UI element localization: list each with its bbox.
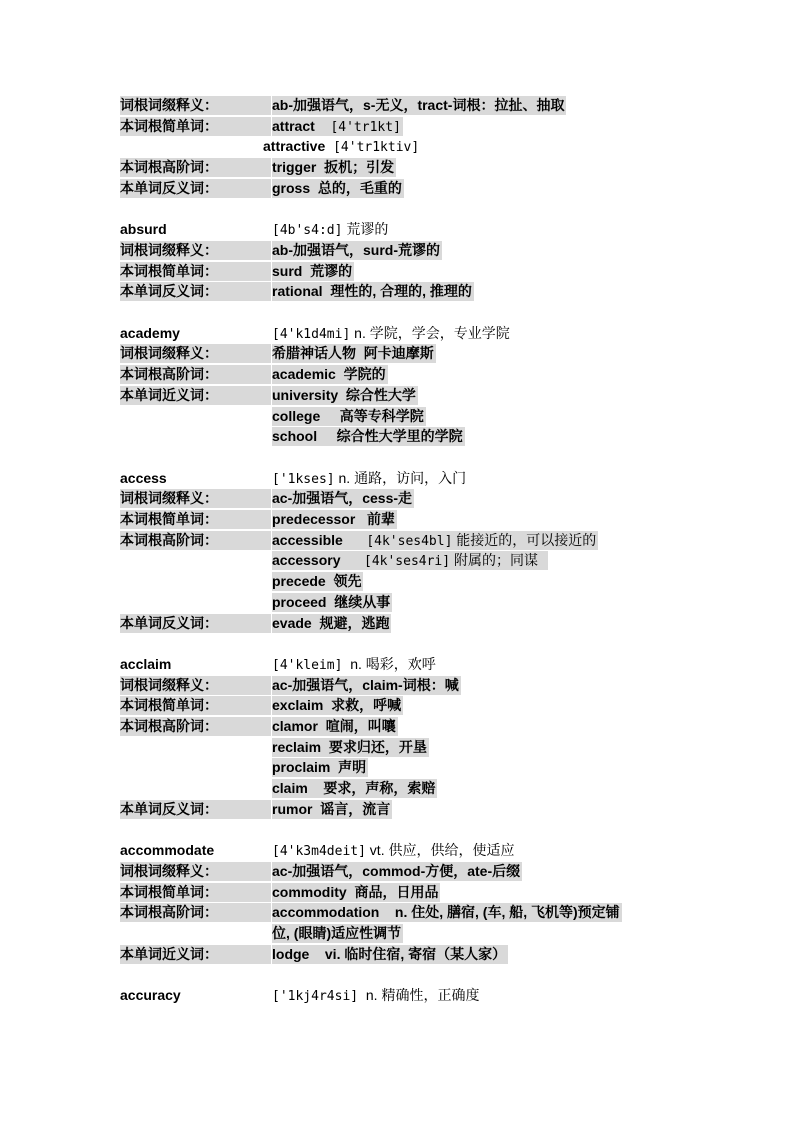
- field-value: [272, 158, 396, 177]
- value-text: ac-加强语气，cess-走: [272, 490, 413, 507]
- value-text: trigger 扳机；引发: [272, 159, 395, 176]
- entry-line: [0, 262, 794, 282]
- entry-line: [0, 510, 794, 530]
- value-text: n. 学院，学会，专业学院: [350, 324, 510, 341]
- field-value: [272, 945, 508, 964]
- field-value: [272, 510, 397, 529]
- field-label: 词根词缀释义：: [120, 676, 271, 695]
- entry-headline: [0, 469, 794, 489]
- value-text: 荒谬的: [342, 221, 389, 238]
- headword: acclaim: [120, 655, 172, 672]
- entry-line: [0, 800, 794, 820]
- value-text: attract: [272, 117, 315, 134]
- field-label: 本词根高阶词：: [120, 365, 271, 384]
- entry-line: [0, 96, 794, 116]
- field-label: 本词根高阶词：: [120, 717, 271, 736]
- entry-line: [0, 738, 794, 758]
- value-text: ab-加强语气，s-无义，tract-词根：拉扯、抽取: [272, 97, 565, 113]
- value-text: evade 规避，逃跑: [272, 614, 390, 631]
- field-label: 本单词近义词：: [120, 945, 271, 964]
- value-text: ab-加强语气，surd-荒谬的: [272, 241, 440, 258]
- value-text: accessible: [272, 531, 343, 548]
- value-text: ac-加强语气，commod-方便，ate-后缀: [272, 862, 521, 879]
- field-label: 词根词缀释义：: [120, 96, 271, 115]
- value-text: reclaim 要求归还，开垦: [272, 738, 427, 755]
- phonetic-text: ['1kses]: [272, 471, 335, 487]
- field-label: 本词根简单词：: [120, 696, 271, 715]
- field-value: [272, 407, 426, 426]
- value-text: 位, (眼睛)适应性调节: [272, 925, 402, 941]
- value-text: claim 要求，声称，索赔: [272, 780, 436, 797]
- entry-line: [0, 924, 794, 944]
- value-text: commodity 商品，日用品: [272, 883, 439, 900]
- field-value: [272, 758, 368, 777]
- entry-line: [0, 572, 794, 592]
- pronunciation-definition: [272, 841, 514, 860]
- entry-line: [0, 158, 794, 178]
- headword: academy: [120, 324, 180, 341]
- field-label: 词根词缀释义：: [120, 241, 271, 260]
- field-value: [272, 282, 474, 301]
- field-label: 本单词反义词：: [120, 800, 271, 819]
- entry-line: [0, 365, 794, 385]
- entry-line: [0, 386, 794, 406]
- field-value: [272, 241, 442, 260]
- field-label: 本词根简单词：: [120, 883, 271, 902]
- field-value: [272, 262, 354, 281]
- entry-line: [0, 717, 794, 737]
- entry-line: [0, 179, 794, 199]
- field-value: [272, 572, 363, 591]
- entry-line: [0, 241, 794, 261]
- value-text: precede 领先: [272, 573, 362, 590]
- field-value: [272, 489, 414, 508]
- value-text: proclaim 声明: [272, 759, 367, 776]
- field-label: 本词根高阶词：: [120, 531, 271, 550]
- value-text: lodge vi. 临时住宿, 寄宿（某人家）: [272, 945, 507, 962]
- value-text: proceed 继续从事: [272, 593, 391, 610]
- field-value: [272, 117, 403, 136]
- pronunciation-definition: [272, 655, 436, 674]
- entry-line: [0, 344, 794, 364]
- value-text: n. 喝彩，欢呼: [342, 655, 436, 672]
- field-value: [272, 344, 436, 363]
- field-label: 本单词反义词：: [120, 179, 271, 198]
- value-text: college 高等专科学院: [272, 407, 424, 424]
- field-value: [272, 179, 404, 198]
- entry-line: [0, 945, 794, 965]
- value-text: accessory: [272, 552, 341, 569]
- pronunciation-definition: [272, 986, 479, 1005]
- entry-line: [0, 137, 794, 157]
- field-label: 本词根简单词：: [120, 510, 271, 529]
- field-label: 词根词缀释义：: [120, 862, 271, 881]
- entry-headline: [0, 986, 794, 1006]
- entry-line: [0, 883, 794, 903]
- entry-line: [0, 593, 794, 613]
- value-text: rational 理性的, 合理的, 推理的: [272, 283, 472, 300]
- value-text: predecessor 前辈: [272, 511, 395, 527]
- value-text: gross 总的，毛重的: [272, 179, 402, 196]
- field-label: 本词根高阶词：: [120, 158, 271, 177]
- value-text: clamor 喧闹，叫嚷: [272, 718, 396, 734]
- field-label: 本单词反义词：: [120, 282, 271, 301]
- pronunciation-definition: [272, 324, 510, 343]
- entry-line: [0, 779, 794, 799]
- field-label: 词根词缀释义：: [120, 489, 271, 508]
- field-label: 词根词缀释义：: [120, 344, 271, 363]
- phonetic-text: [4'tr1kt]: [314, 119, 401, 135]
- field-value: [272, 862, 522, 881]
- field-label: 本词根简单词：: [120, 262, 271, 281]
- field-value: [272, 883, 440, 902]
- phonetic-text: [4'k3m4deit]: [272, 844, 366, 860]
- entry-headline: [0, 324, 794, 344]
- entry-line: [0, 407, 794, 427]
- entry-headline: [0, 841, 794, 861]
- headword: absurd: [120, 221, 167, 238]
- field-value: [263, 137, 419, 156]
- field-value: [272, 924, 403, 943]
- entry-line: [0, 676, 794, 696]
- field-value: [272, 593, 392, 612]
- value-text: 希腊神话人物 阿卡迪摩斯: [272, 345, 434, 362]
- field-value: [272, 676, 461, 695]
- entry-line: [0, 862, 794, 882]
- entry-line: [0, 531, 794, 551]
- value-text: vt. 供应，供给，使适应: [365, 842, 515, 859]
- entry-line: [0, 903, 794, 923]
- value-text: n. 通路，访问，入门: [334, 469, 467, 486]
- value-text: academic 学院的: [272, 366, 386, 383]
- headword: accuracy: [120, 987, 181, 1004]
- field-value: [272, 96, 566, 115]
- pronunciation-definition: [272, 469, 466, 488]
- value-text: 能接近的，可以接近的: [452, 531, 597, 548]
- value-text: ac-加强语气，claim-词根：喊: [272, 676, 459, 693]
- headword: access: [120, 469, 167, 486]
- value-text: surd 荒谬的: [272, 262, 353, 279]
- phonetic-text: ['1kj4r4si]: [272, 989, 359, 1005]
- field-value: [272, 386, 418, 405]
- value-text: 附属的；同谋: [450, 552, 546, 569]
- field-value: [272, 614, 391, 633]
- entry-line: [0, 614, 794, 634]
- field-label: 本单词近义词：: [120, 386, 271, 405]
- headword: accommodate: [120, 842, 215, 859]
- field-value: [272, 779, 437, 798]
- field-value: [272, 696, 403, 715]
- entry-line: [0, 282, 794, 302]
- field-label: 本单词反义词：: [120, 614, 271, 633]
- value-text: accommodation n. 住处, 膳宿, (车, 船, 飞机等)预定铺: [272, 904, 620, 921]
- field-value: [272, 903, 622, 922]
- phonetic-text: [4k'ses4ri]: [340, 554, 451, 570]
- value-text: attractive: [263, 138, 326, 155]
- field-value: [272, 531, 598, 550]
- entry-line: [0, 551, 794, 571]
- field-label: 本词根高阶词：: [120, 903, 271, 922]
- field-value: [272, 551, 548, 570]
- phonetic-text: [4'k1d4mi]: [272, 326, 351, 342]
- phonetic-text: [4'kleim]: [272, 657, 343, 673]
- value-text: rumor 谣言，流言: [272, 800, 391, 817]
- value-text: school 综合性大学里的学院: [272, 428, 463, 445]
- value-text: n. 精确性，正确度: [358, 987, 480, 1004]
- entry-headline: [0, 220, 794, 240]
- entry-line: [0, 117, 794, 137]
- field-label: 本词根简单词：: [120, 117, 271, 136]
- field-value: [272, 800, 392, 819]
- entry-headline: [0, 655, 794, 675]
- field-value: [272, 717, 398, 736]
- value-text: university 综合性大学: [272, 386, 416, 403]
- entry-line: [0, 489, 794, 509]
- pronunciation-definition: [272, 220, 388, 239]
- field-value: [272, 365, 388, 384]
- value-text: exclaim 求救，呼喊: [272, 697, 402, 714]
- field-value: [272, 738, 429, 757]
- entry-line: [0, 758, 794, 778]
- entry-line: [0, 427, 794, 447]
- phonetic-text: [4b's4:d]: [272, 223, 343, 239]
- phonetic-text: [4'tr1ktiv]: [325, 140, 420, 156]
- phonetic-text: [4k'ses4bl]: [342, 533, 453, 549]
- entry-line: [0, 696, 794, 716]
- field-value: [272, 427, 465, 446]
